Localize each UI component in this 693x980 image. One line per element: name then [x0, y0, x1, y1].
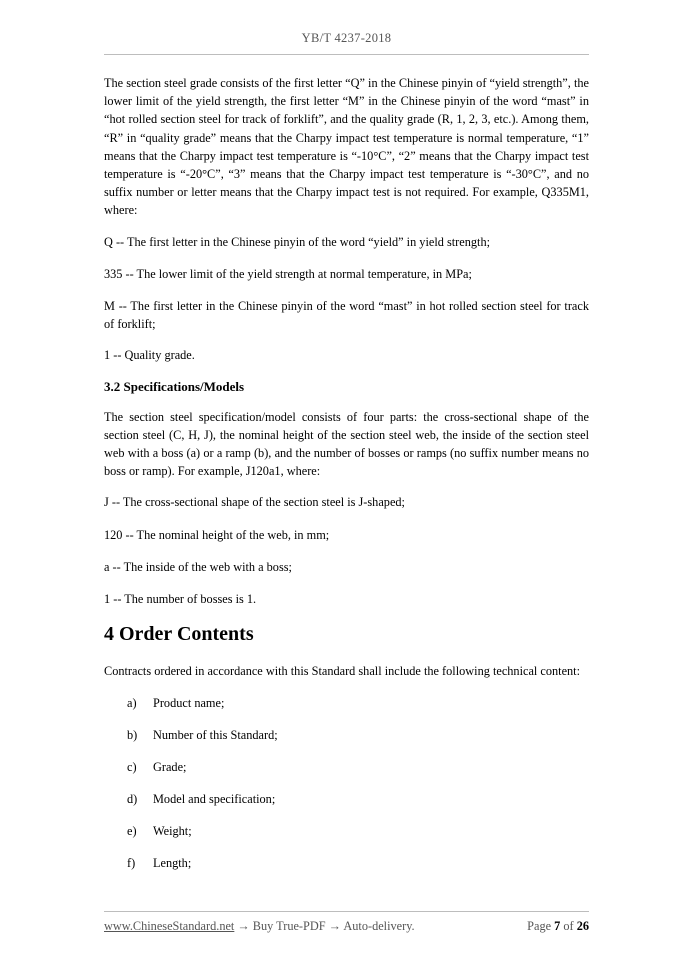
j-definition: J -- The cross-sectional shape of the section steel is J-shaped;	[104, 495, 405, 510]
section-heading-specifications: 3.2 Specifications/Models	[104, 378, 245, 394]
arrow-right-icon: →	[237, 919, 250, 933]
page-indicator	[527, 919, 589, 934]
grade-intro-paragraph: The section steel grade consists of the first letter “Q” in the Chinese pinyin of “yield strength”, the lower limit of the yield strength, the first letter “M” in the Chinese pinyin of the word “mast” in “hot rolled section steel for track of forklift”, and the quality grade (R, 1, 2, 3, etc.). Among them, “R” in “quality grade” means that the Charpy impact test temperature is normal temperature, “1” means that the Charpy impact test temperature is “-10°C”, “2” means that the Charpy impact test temperature is “-20°C”, “3” means that the Charpy impact test temperature is “-30°C”, and no suffix number or letter means that the Charpy impact test is not required. For example, Q335M1, where:	[104, 76, 589, 218]
footer-divider	[104, 911, 589, 912]
a-definition: a -- The inside of the web with a boss;	[104, 559, 292, 574]
list-marker: a)	[127, 696, 137, 711]
section-heading-order-contents: 4 Order Contents	[104, 623, 254, 646]
list-marker: f)	[127, 856, 136, 871]
list-item	[104, 822, 589, 840]
spec-intro-paragraph: The section steel specification/model consists of four parts: the cross-sectional shape of the section steel (C, H, J), the nominal height of the section steel web, the inside of the section steel web with a boss (a) or a ramp (b), and the number of bosses or ramps (no suffix number means no boss or ramp). For example, J120a1, where:	[104, 409, 589, 479]
n120-definition: 120 -- The nominal height of the web, in mm;	[104, 527, 330, 542]
buy-pdf-text: Buy True-PDF	[252, 919, 326, 933]
header-divider	[104, 54, 589, 55]
m-definition: M -- The first letter in the Chinese pinyin of the word “mast” in hot rolled section steel for track of forklift;	[104, 299, 589, 332]
list-item-text: Length;	[153, 856, 192, 871]
footer-promo	[104, 919, 415, 934]
page-content	[104, 74, 589, 872]
n335-definition: 335 -- The lower limit of the yield strength at normal temperature, in MPa;	[104, 266, 472, 281]
page-label: Page	[527, 919, 552, 933]
list-marker: c)	[127, 760, 137, 775]
document-code-header: YB/T 4237-2018	[301, 31, 392, 45]
list-item-text: Grade;	[153, 760, 187, 775]
boss-count-definition: 1 -- The number of bosses is 1.	[104, 592, 257, 607]
list-item	[104, 854, 589, 872]
list-marker: d)	[127, 792, 138, 807]
list-item	[104, 758, 589, 776]
arrow-right-icon: →	[328, 919, 341, 933]
list-item-text: Number of this Standard;	[153, 728, 278, 743]
page-number: 7	[554, 919, 561, 933]
list-item	[104, 694, 589, 712]
auto-delivery-text: Auto-delivery.	[343, 919, 415, 933]
order-contents-list	[104, 694, 589, 872]
q-definition: Q -- The first letter in the Chinese pinyin of the word “yield” in yield strength;	[104, 234, 491, 249]
order-intro-paragraph: Contracts ordered in accordance with this Standard shall include the following technical content:	[104, 664, 581, 679]
page-total: 26	[576, 919, 589, 933]
site-link[interactable]: www.ChineseStandard.net	[104, 919, 235, 933]
list-item-text: Weight;	[153, 824, 192, 839]
list-marker: e)	[127, 824, 137, 839]
list-item-text: Model and specification;	[153, 792, 276, 807]
of-label: of	[563, 919, 574, 933]
list-item-text: Product name;	[153, 696, 225, 711]
list-item	[104, 790, 589, 808]
list-item	[104, 726, 589, 744]
quality-grade-definition: 1 -- Quality grade.	[104, 348, 195, 363]
list-marker: b)	[127, 728, 138, 743]
